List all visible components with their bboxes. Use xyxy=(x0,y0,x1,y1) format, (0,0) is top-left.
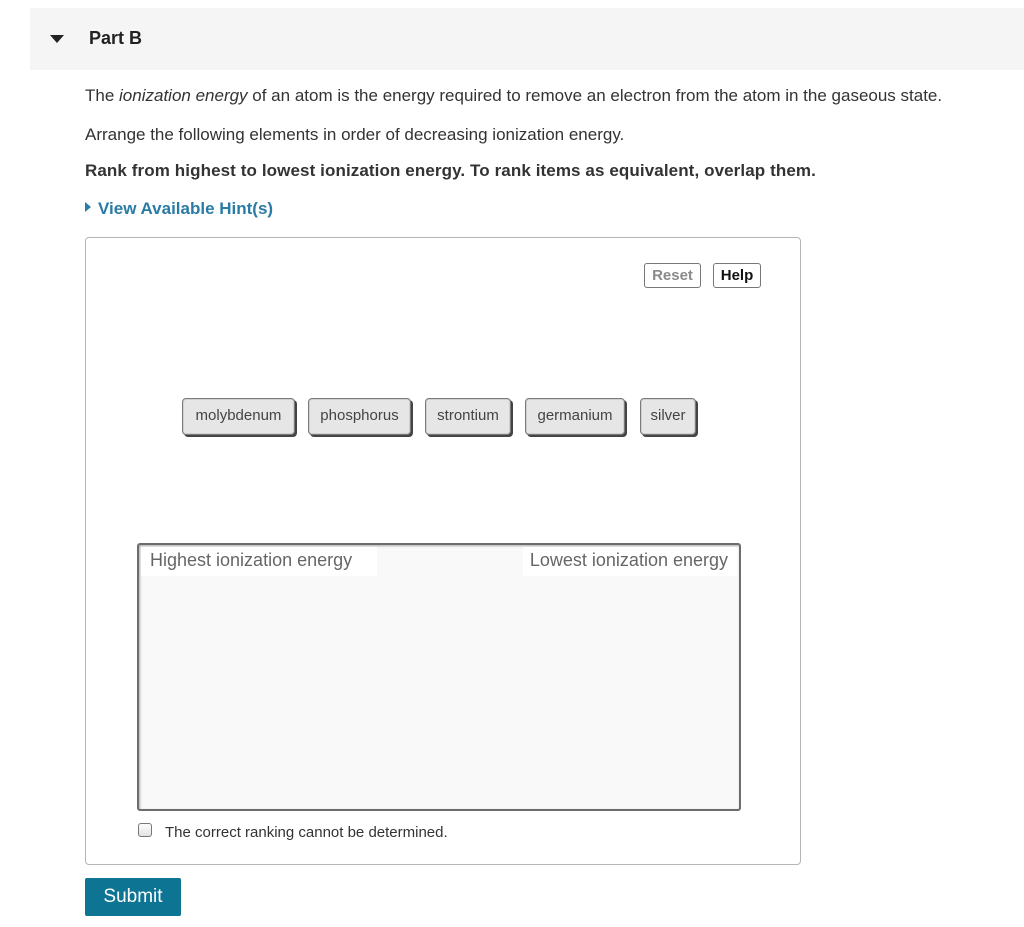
intro-text xyxy=(85,86,942,106)
view-hints-link[interactable] xyxy=(85,199,273,219)
instruction-text: Arrange the following elements in order of decreasing ionization energy. xyxy=(85,125,625,144)
part-title: Part B xyxy=(89,28,143,48)
highest-label: Highest ionization energy xyxy=(141,547,377,576)
intro-prefix: The xyxy=(85,86,120,105)
rank-instruction: Rank from highest to lowest ionization energy. To rank items as equivalent, overlap them. xyxy=(85,161,816,180)
lowest-label: Lowest ionization energy xyxy=(523,547,737,576)
part-header[interactable] xyxy=(30,8,1024,70)
collapse-caret-icon[interactable] xyxy=(50,35,64,43)
reset-button[interactable]: Reset xyxy=(644,263,701,288)
intro-term: ionization energy xyxy=(119,86,248,105)
cannot-determine-label[interactable]: The correct ranking cannot be determined. xyxy=(165,824,448,841)
rank-item-germanium[interactable]: germanium xyxy=(525,398,625,435)
intro-suffix: of an atom is the energy required to remove an electron from the atom in the gaseous state. xyxy=(247,86,943,105)
rank-item-strontium[interactable]: strontium xyxy=(425,398,511,435)
rank-item-phosphorus[interactable]: phosphorus xyxy=(308,398,411,435)
ranking-drop-zone[interactable] xyxy=(137,543,741,811)
rank-item-molybdenum[interactable]: molybdenum xyxy=(182,398,295,435)
cannot-determine-checkbox[interactable] xyxy=(138,823,152,837)
rank-item-silver[interactable]: silver xyxy=(640,398,696,435)
submit-button[interactable]: Submit xyxy=(85,878,181,916)
caret-right-icon xyxy=(85,202,91,212)
help-button[interactable]: Help xyxy=(713,263,761,288)
view-hints-label: View Available Hint(s) xyxy=(98,199,274,218)
